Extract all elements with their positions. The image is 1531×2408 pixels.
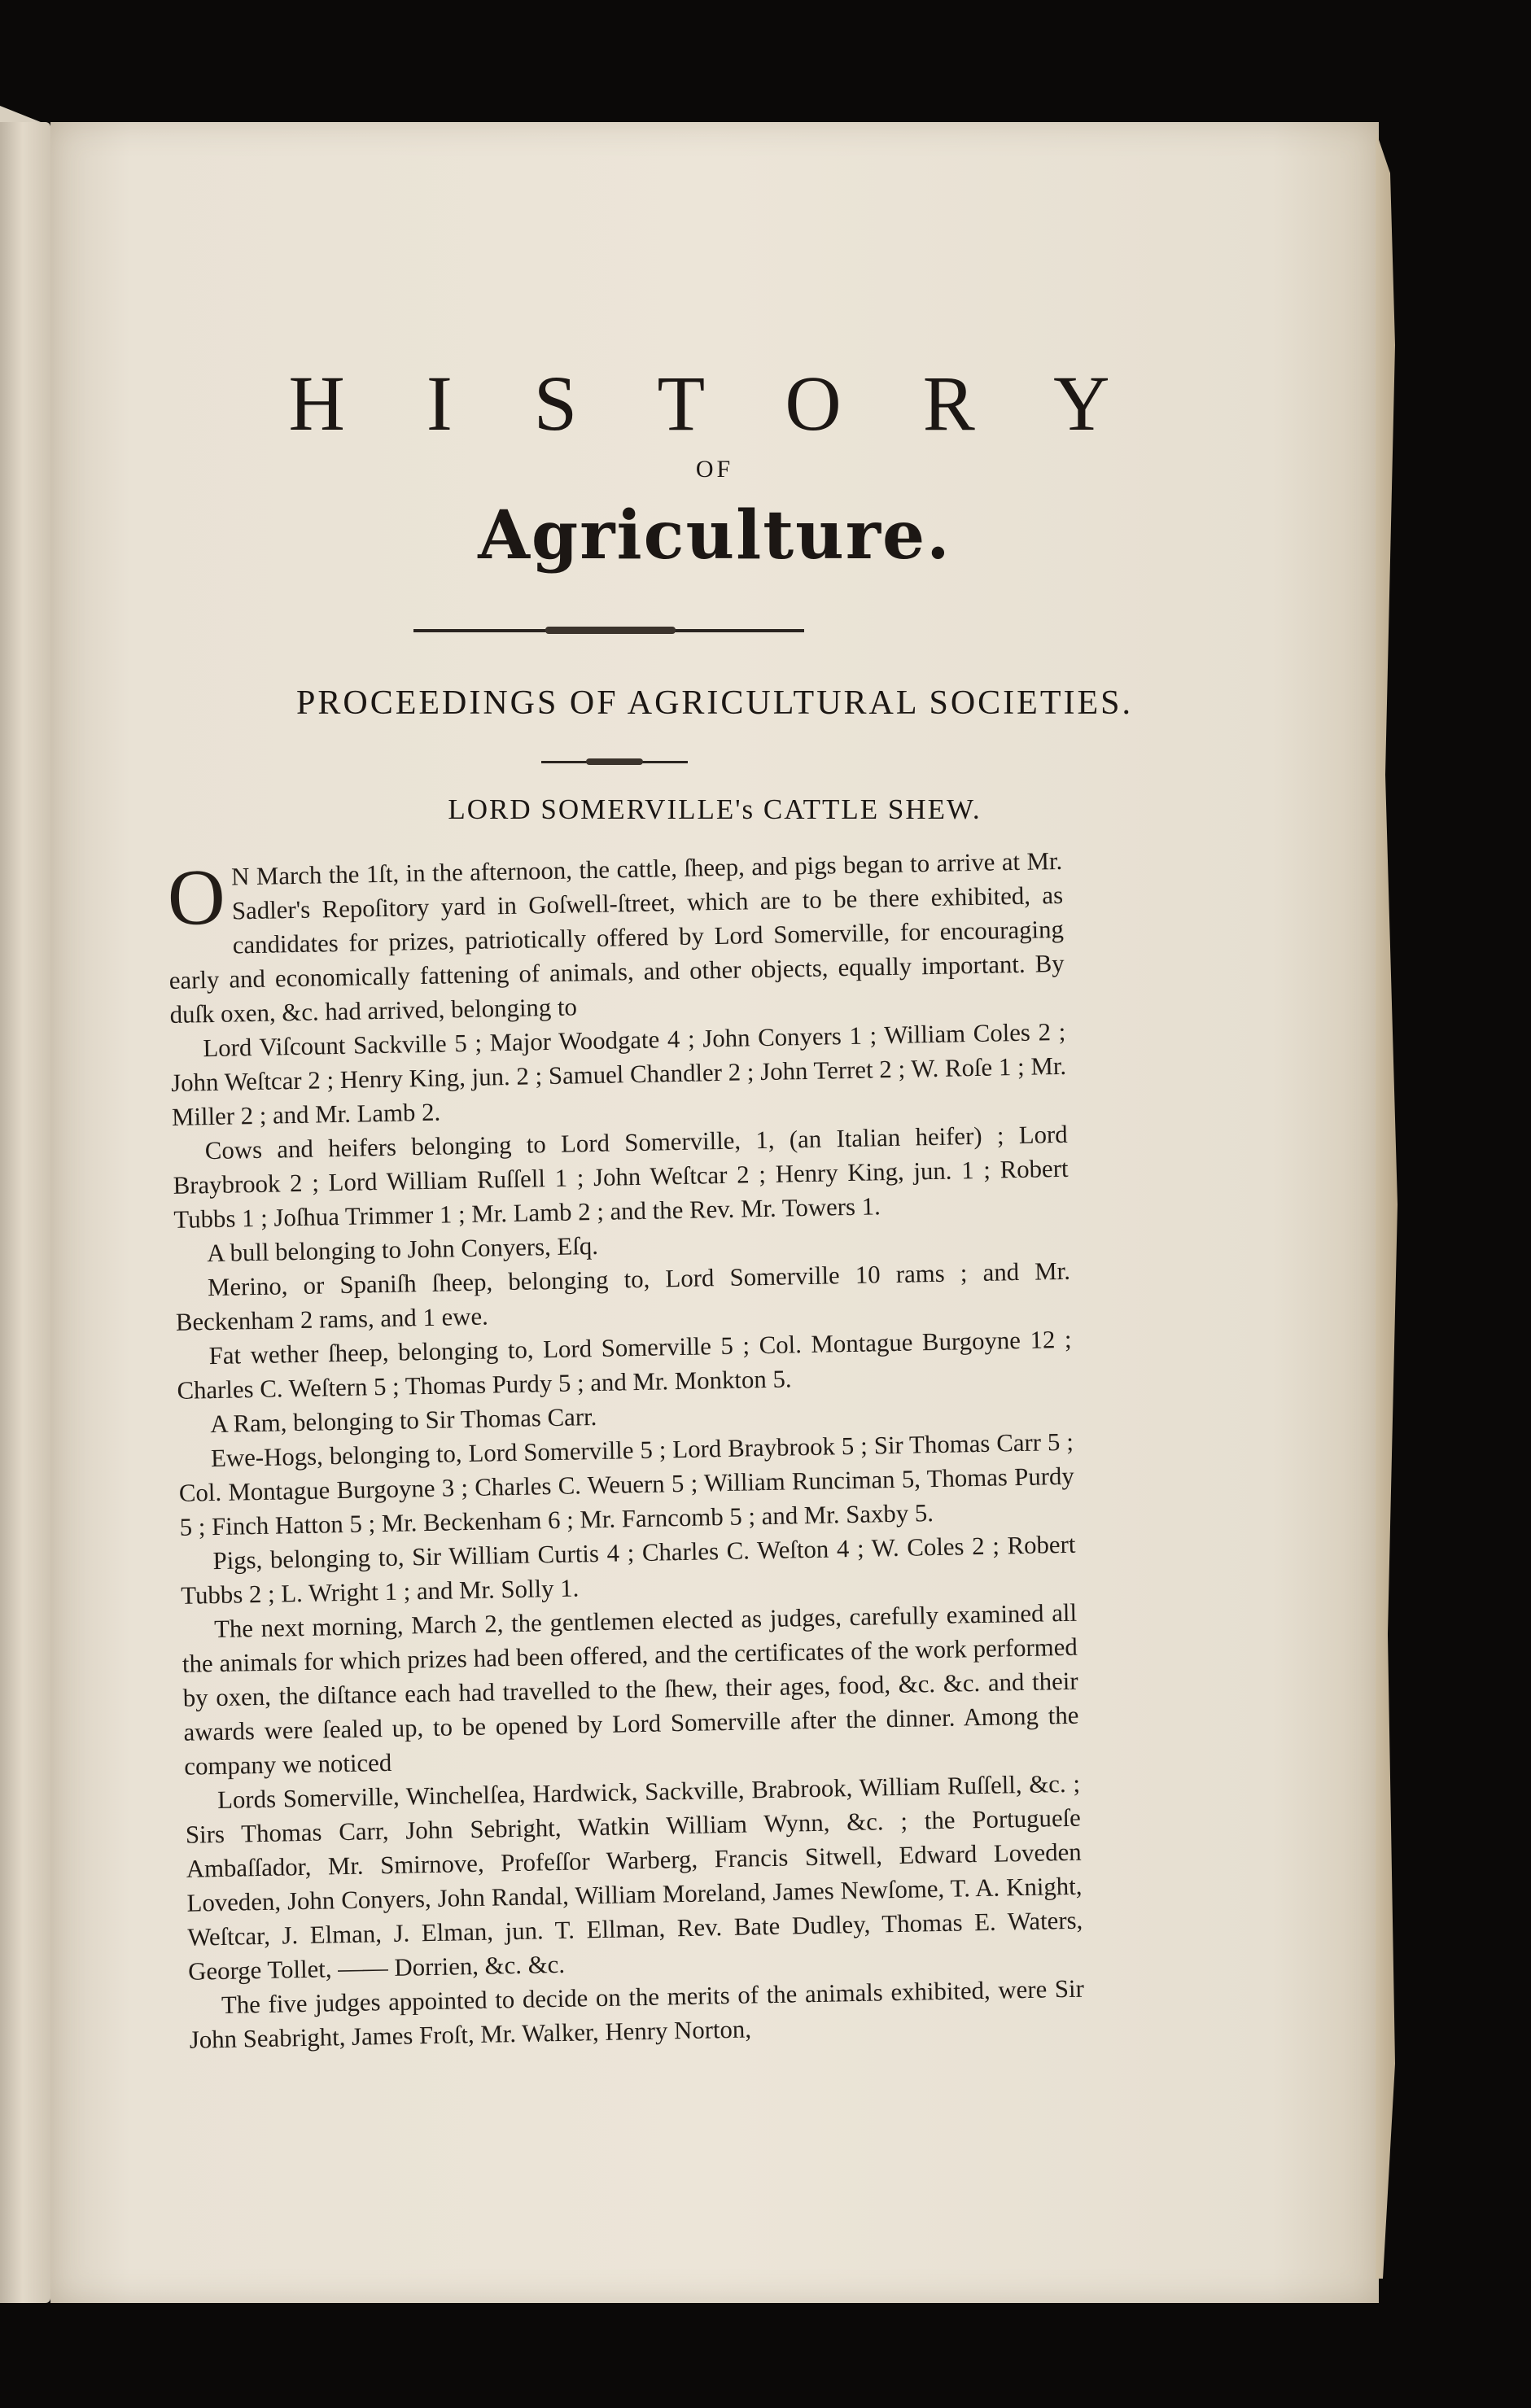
paragraph: Ewe-Hogs, belonging to, Lord Somerville 5 ; Lord Braybrook 5 ; Sir Thomas Carr 5 ; Col. Montague Burgoyne 3 ; Charles C. Weuern 5 ; William Runciman 5, Thomas Purdy 5 ; Finch Hatton 5 ; Mr. Beckenham 6 ; Mr. Farncomb 5 ; and Mr. Saxby 5. (178, 1427, 1075, 1541)
section-heading: PROCEEDINGS OF AGRICULTURAL SOCIETIES. (296, 684, 1133, 722)
drop-cap: O (166, 853, 226, 942)
title-connector: OF (695, 456, 734, 483)
paragraph-text: N March the 1ſt, in the afternoon, the cattle, ſheep, and pigs began to arrive at Mr. Sadler's Repoſitory yard in Goſwell-ſtreet, which are to be there exhibited, as candidates for prizes, patriotically offered by Lord Somerville, for encouraging early and economically fattening of animals, and other objects, equally important. By duſk oxen, &c. had arrived, belonging to (168, 846, 1065, 1029)
article-body (167, 844, 1085, 2057)
paragraph: A bull belonging to John Conyers, Eſq. (206, 1231, 599, 1268)
paragraph: Lord Viſcount Sackville 5 ; Major Woodgate 4 ; John Conyers 1 ; William Coles 2 ; John Weſtcar 2 ; Henry King, jun. 2 ; Samuel Chandler 2 ; John Terret 2 ; W. Roſe 1 ; Mr. Miller 2 ; and Mr. Lamb 2. (170, 1017, 1067, 1131)
paragraph: A Ram, belonging to Sir Thomas Carr. (209, 1402, 597, 1439)
paragraph (167, 844, 1065, 1032)
paragraph: Pigs, belonging to, Sir William Curtis 4 ; Charles C. Weſton 4 ; W. Coles 2 ; Robert Tubbs 2 ; L. Wright 1 ; and Mr. Solly 1. (181, 1530, 1076, 1610)
page-subtitle: Agriculture. (478, 496, 951, 575)
article-heading: LORD SOMERVILLE's CATTLE SHEW. (448, 793, 982, 825)
section-rule-center (586, 758, 643, 765)
left-page-corner (0, 72, 57, 129)
left-page-edge (0, 122, 50, 2303)
ornamental-rule-center (545, 627, 676, 634)
paragraph: Cows and heifers belonging to Lord Somerville, 1, (an Italian heifer) ; Lord Braybrook 2 ; Lord William Ruſſell 1 ; John Weſtcar 2 ; Henry King, jun. 1 ; Robert Tubbs 1 ; Joſhua Trimmer 1 ; Mr. Lamb 2 ; and the Rev. Mr. Towers 1. (173, 1120, 1069, 1234)
paragraph: Lords Somerville, Winchelſea, Hardwick, Sackville, Brabrook, William Ruſſell, &c. ; Sirs Thomas Carr, John Sebright, Watkin William Wynn, &c. ; the Portugueſe Ambaſſador, Mr. Smirnove, Profeſſor Warberg, Francis Sitwell, Edward Loveden Loveden, John Conyers, John Randal, William Moreland, James Newſome, T. A. Knight, Weſtcar, J. Elman, J. Elman, jun. T. Ellman, Rev. Bate Dudley, Thomas E. Waters, George Tollet, —— Dorrien, &c. &c. (185, 1769, 1083, 1986)
page-title: H I S T O R Y (288, 360, 1141, 447)
paragraph: Merino, or Spaniſh ſheep, belonging to, Lord Somerville 10 rams ; and Mr. Beckenham 2 rams, and 1 ewe. (175, 1256, 1071, 1336)
paragraph: The next morning, March 2, the gentlemen elected as judges, carefully examined all the animals for which prizes had been offered, and the certificates of the work performed by oxen, the diſtance each had travelled to the ſhew, their ages, food, &c. &c. and their awards were ſealed up, to be opened by Lord Somerville after the dinner. Among the company we noticed (182, 1598, 1079, 1781)
paragraph: The five judges appointed to decide on the merits of the animals exhibited, were Sir John Seabright, James Froſt, Mr. Walker, Henry Norton, (189, 1974, 1085, 2054)
page-fore-edge (1376, 130, 1400, 2279)
paragraph: Fat wether ſheep, belonging to, Lord Somerville 5 ; Col. Montague Burgoyne 12 ; Charles C. Weſtern 5 ; Thomas Purdy 5 ; and Mr. Monkton 5. (177, 1325, 1072, 1405)
